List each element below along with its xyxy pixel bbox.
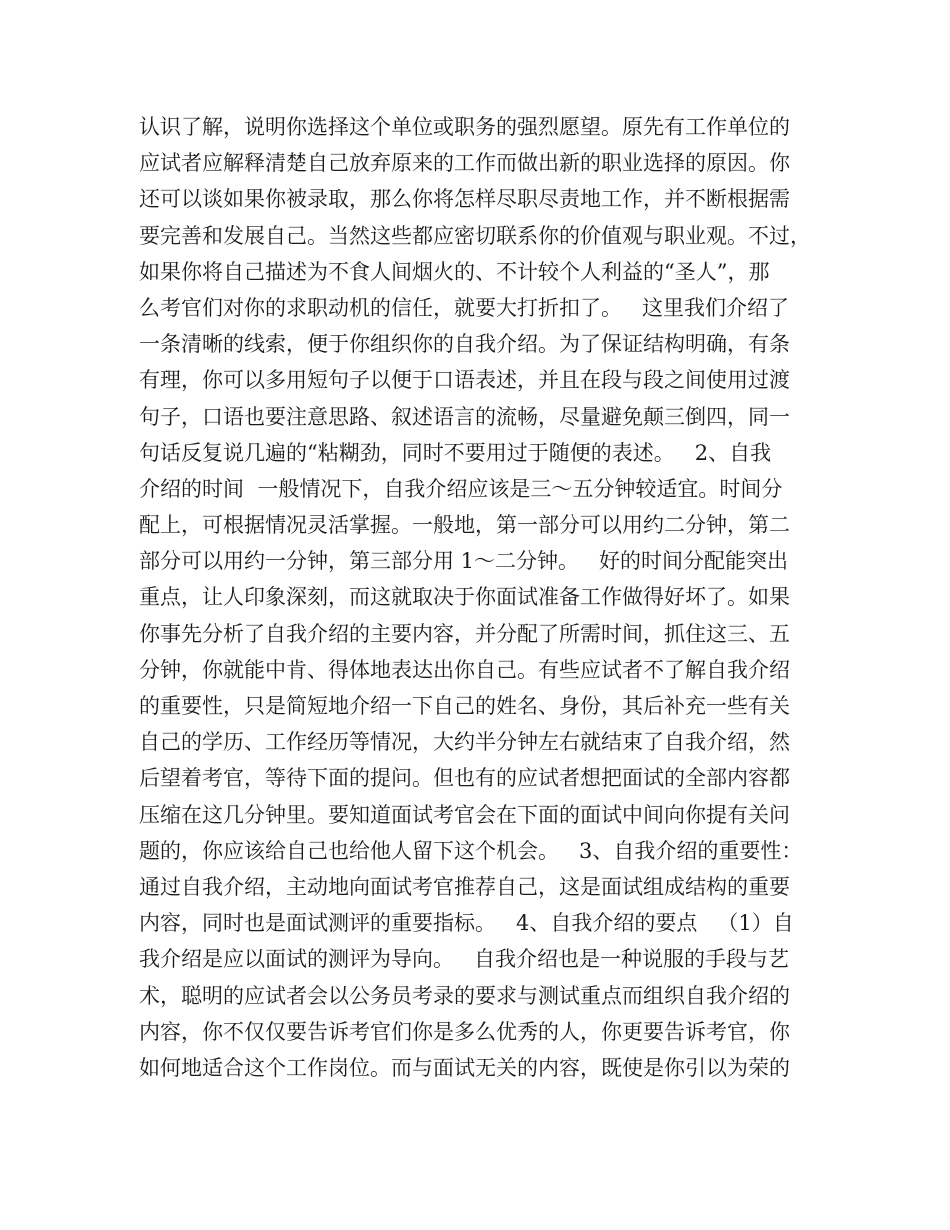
text-line: 分钟，你就能中肯、得体地表达出你自己。有些应试者不了解自我介绍: [139, 657, 790, 682]
text-line: 句话反复说几遍的“粘糊劲，同时不要用过于随便的表述。 2、自我: [139, 440, 772, 465]
text-line: 要完善和发展自己。当然这些都应密切联系你的价值观与职业观。不过，: [139, 223, 811, 248]
text-line: 内容，同时也是面试测评的重要指标。 4、自我介绍的要点 （1）自: [139, 911, 794, 936]
body-text: [139, 109, 819, 1086]
text-line: 有理，你可以多用短句子以便于口语表述，并且在段与段之间使用过渡: [139, 368, 790, 393]
text-line: 还可以谈如果你被录取，那么你将怎样尽职尽责地工作，并不断根据需: [139, 187, 790, 212]
text-line: 通过自我介绍，主动地向面试考官推荐自己，这是面试组成结构的重要: [139, 874, 790, 899]
text-line: 题的，你应该给自己也给他人留下这个机会。 3、自我介绍的重要性：: [139, 838, 803, 863]
text-line: 么考官们对你的求职动机的信任，就要大打折扣了。 这里我们介绍了: [139, 295, 790, 320]
text-line: 后望着考官，等待下面的提问。但也有的应试者想把面试的全部内容都: [139, 766, 790, 791]
text-line: 你事先分析了自我介绍的主要内容，并分配了所需时间，抓住这三、五: [139, 621, 790, 646]
text-line: 一条清晰的线索，便于你组织你的自我介绍。为了保证结构明确，有条: [139, 332, 790, 357]
text-line: 句子，口语也要注意思路、叙述语言的流畅，尽量避免颠三倒四，同一: [139, 404, 790, 429]
text-line: 内容，你不仅仅要告诉考官们你是多么优秀的人，你更要告诉考官，你: [139, 1019, 790, 1044]
text-line: 如何地适合这个工作岗位。而与面试无关的内容，既使是你引以为荣的: [139, 1055, 790, 1080]
text-line: 应试者应解释清楚自己放弃原来的工作而做出新的职业选择的原因。你: [139, 151, 790, 176]
text-line: 自己的学历、工作经历等情况，大约半分钟左右就结束了自我介绍，然: [139, 730, 790, 755]
text-line: 认识了解，说明你选择这个单位或职务的强烈愿望。原先有工作单位的: [139, 115, 790, 139]
text-line: 的重要性，只是简短地介绍一下自己的姓名、身份，其后补充一些有关: [139, 694, 790, 718]
text-line: 部分可以用约一分钟，第三部分用 1～二分钟。 好的时间分配能突出: [139, 549, 789, 574]
text-line: 配上，可根据情况灵活掌握。一般地，第一部分可以用约二分钟，第二: [139, 513, 790, 538]
text-line: 术，聪明的应试者会以公务员考录的要求与测试重点而组织自我介绍的: [139, 983, 790, 1008]
text-line: 如果你将自己描述为不食人间烟火的、不计较个人利益的“圣人”，那: [139, 259, 770, 284]
text-line: 重点，让人印象深刻，而这就取决于你面试准备工作做得好坏了。如果: [139, 585, 790, 610]
text-line: 压缩在这几分钟里。要知道面试考官会在下面的面试中间向你提有关问: [139, 802, 790, 827]
text-line: 我介绍是应以面试的测评为导向。 自我介绍也是一种说服的手段与艺: [139, 947, 790, 972]
text-line: 介绍的时间 一般情况下，自我介绍应该是三～五分钟较适宜。时间分: [139, 476, 783, 501]
